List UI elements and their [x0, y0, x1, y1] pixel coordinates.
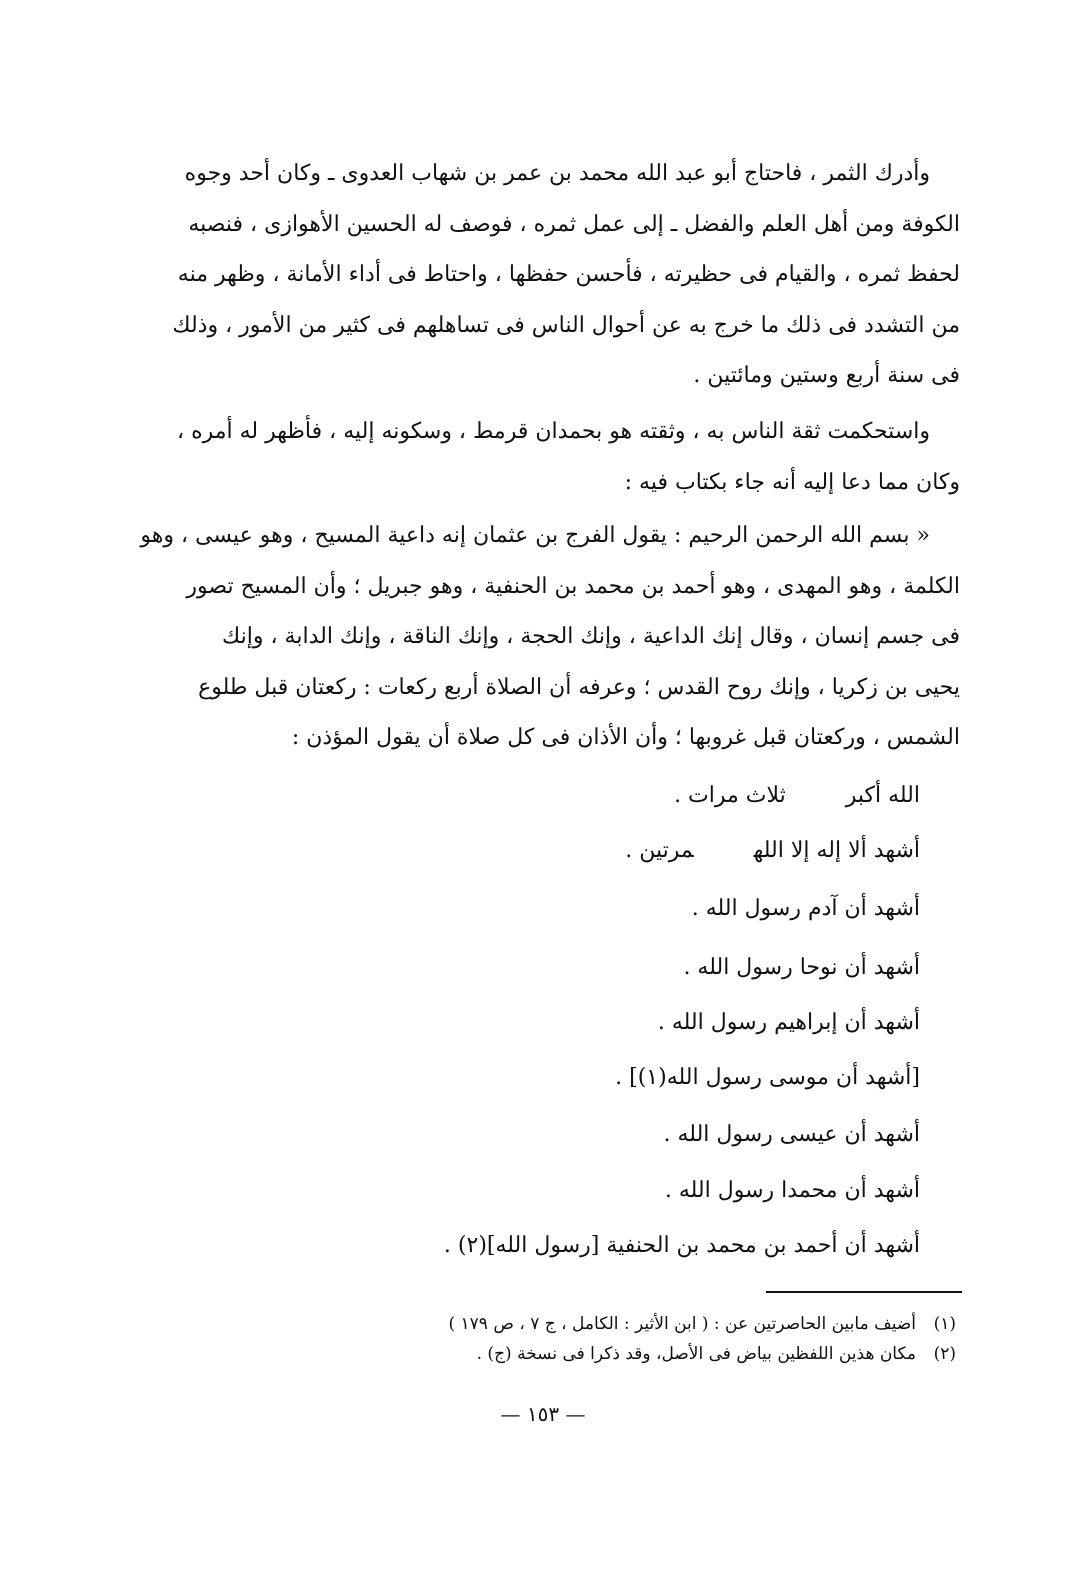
footnote-number: (١) [933, 1314, 956, 1334]
footnote [449, 1312, 957, 1336]
adhan-line [665, 1176, 920, 1206]
footnote [477, 1342, 956, 1366]
text-line: الكوفة ومن أهل العلم والفضل ـ إلى عمل ثمره ، فوصف له الحسين الأهوازى ، فنصبه [188, 211, 960, 237]
footnote-text: أضيف مابين الحاصرتين عن : ( ابن الأثير : الكامل ، ج ٧ ، ص ١٧٩ ) [448, 1314, 916, 1334]
adhan-text: أشهد أن عيسى رسول الله . [663, 1122, 920, 1147]
adhan-text: الله أكبر [845, 783, 920, 808]
paragraph-2 [130, 407, 960, 508]
text-line: من التشدد فى ذلك ما خرج به عن أحوال الناس فى تساهلهم فى كثير من الأمور ، وذلك [172, 312, 960, 338]
text-line: واستحكمت ثقة الناس به ، وثقته هو بحمدان قرمط ، وسكونه إليه ، فأظهر له أمره ، [176, 419, 930, 444]
page-number: — ١٥٣ — [500, 1402, 586, 1426]
adhan-line [683, 953, 920, 983]
text-line: وكان مما دعا إليه أنه جاء بكتاب فيه : [624, 469, 960, 495]
adhan-text: أشهد أن آدم رسول الله . [691, 896, 920, 921]
text-line: وأدرك الثمر ، فاحتاج أبو عبد الله محمد بن عمر بن شهاب العدوى ـ وكان أحد وجوه [184, 161, 930, 186]
footnote-divider [766, 1291, 962, 1293]
adhan-text: أشهد ألا إله إلا الله [753, 838, 920, 863]
adhan-text: أشهد أن محمدا رسول الله . [664, 1178, 920, 1203]
paragraph-1 [130, 149, 960, 402]
text-line: « بسم الله الرحمن الرحيم : يقول الفرج بن عثمان إنه داعية المسيح ، وهو عيسى ، وهو [140, 523, 930, 548]
text-line: فى جسم إنسان ، وقال إنك الداعية ، وإنك الحجة ، وإنك الناقة ، وإنك الدابة ، وإنك [222, 624, 960, 649]
footnote-number: (٢) [933, 1344, 956, 1364]
adhan-line [444, 1231, 920, 1261]
adhan-text: أشهد أن إبراهيم رسول الله . [657, 1010, 920, 1035]
paragraph-3 [130, 511, 960, 764]
adhan-repeat-note: مرتين . [625, 838, 694, 863]
adhan-line [674, 781, 920, 811]
text-line: فى سنة أربع وستين ومائتين . [693, 363, 960, 388]
adhan-line [625, 836, 920, 866]
adhan-line [615, 1063, 920, 1093]
text-line: الكلمة ، وهو المهدى ، وهو أحمد بن محمد بن الحنفية ، وهو جبريل ؛ وأن المسيح تصور [186, 573, 960, 599]
adhan-text: أشهد أن نوحا رسول الله . [683, 955, 920, 980]
adhan-line [664, 1120, 921, 1150]
adhan-line [658, 1008, 920, 1038]
adhan-repeat-note: ثلاث مرات . [674, 783, 786, 808]
text-line: لحفظ ثمره ، والقيام فى حظيرته ، فأحسن حفظها ، واحتاط فى أداء الأمانة ، وظهر منه [177, 262, 960, 287]
text-line: الشمس ، وركعتان قبل غروبها ؛ وأن الأذان فى كل صلاة أن يقول المؤذن : [291, 725, 960, 750]
adhan-text: أشهد أن أحمد بن محمد بن الحنفية [رسول الله](٢) . [443, 1233, 920, 1258]
adhan-text: [أشهد أن موسى رسول الله(١)] . [615, 1065, 920, 1090]
text-line: يحيى بن زكريا ، وإنك روح القدس ؛ وعرفه أن الصلاة أربع ركعات : ركعتان قبل طلوع [198, 674, 960, 700]
footnote-text: مكان هذين اللفظين بياض فى الأصل، وقد ذكرا فى نسخة (ج) . [476, 1344, 916, 1364]
adhan-line [692, 894, 920, 924]
